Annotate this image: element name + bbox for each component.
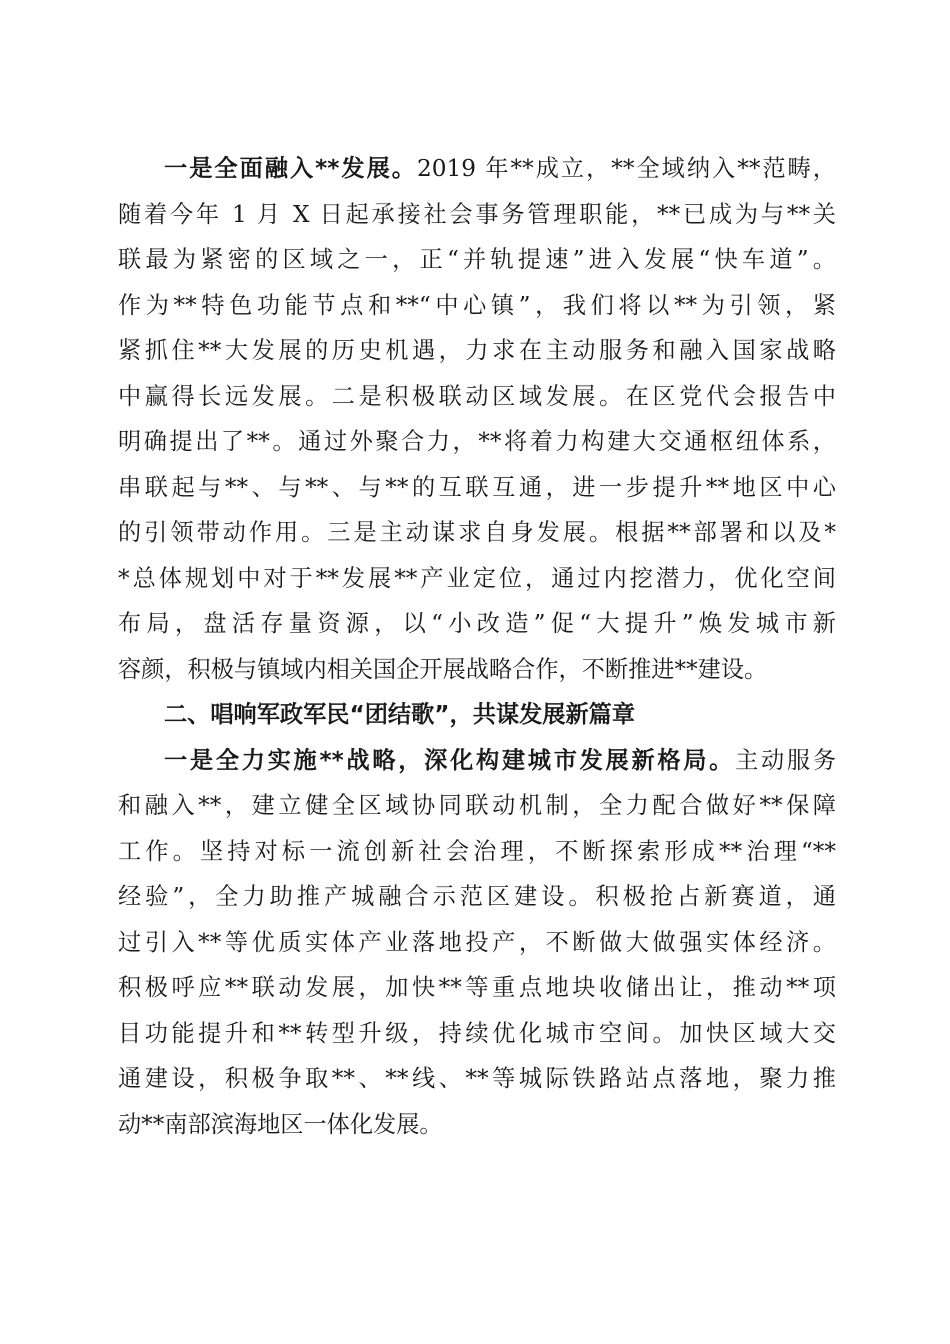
paragraph-2-line-1 (118, 738, 836, 784)
paragraph-2-line: 过引入**等优质实体产业落地投产，不断做大做强实体经济。 (118, 928, 836, 956)
section-heading-2: 二、唱响军政军民“团结歌”，共谋发展新篇章 (164, 701, 636, 728)
paragraph-1-line: 明确提出了**。通过外聚合力，**将着力构建大交通枢纽体系， (118, 428, 836, 455)
paragraph-2-line: 通建设，积极争取**、**线、**等城际铁路站点落地，聚力推 (118, 1065, 836, 1092)
paragraph-1-line: 作为**特色功能节点和**“中心镇”，我们将以**为引领，紧 (118, 291, 836, 319)
paragraph-1-line: 联最为紧密的区域之一，正“并轨提速”进入发展“快车道”。 (118, 246, 836, 273)
paragraph-2-line: 积极呼应**联动发展，加快**等重点地块收储出让，推动**项 (118, 974, 836, 1001)
document-page (118, 146, 836, 1147)
paragraph-2-line: 动**南部滨海地区一体化发展。 (118, 1110, 443, 1138)
paragraph-2-line-1-rest: 主动服务 (735, 746, 837, 774)
paragraph-1-lead: 一是全面融入**发展。 (164, 155, 417, 182)
paragraph-2-line: 和融入**，建立健全区域协同联动机制，全力配合做好**保障 (118, 792, 836, 819)
paragraph-1-line: 容颜，积极与镇域内相关国企开展战略合作，不断推进**建设。 (118, 655, 768, 683)
paragraph-1-line: 布局，盘活存量资源，以“小改造”促“大提升”焕发城市新 (118, 610, 836, 637)
paragraph-2-line: 经验”，全力助推产城融合示范区建设。积极抢占新赛道，通 (118, 883, 836, 910)
paragraph-1-line: *总体规划中对于**发展**产业定位，通过内挖潜力，优化空间 (118, 564, 836, 592)
paragraph-1-line: 紧抓住**大发展的历史机遇，力求在主动服务和融入国家战略 (118, 337, 836, 364)
paragraph-1-line: 串联起与**、与**、与**的互联互通，进一步提升**地区中心 (118, 473, 836, 501)
paragraph-1-line: 中赢得长远发展。二是积极联动区域发展。在区党代会报告中 (118, 382, 836, 410)
paragraph-1-line: 的引领带动作用。三是主动谋求自身发展。根据**部署和以及* (118, 519, 836, 546)
paragraph-2-lead: 一是全力实施**战略，深化构建城市发展新格局。 (164, 746, 736, 774)
paragraph-1-line-1-rest: 2019 年**成立，**全域纳入**范畴， (416, 155, 836, 182)
paragraph-1-line: 随着今年 1 月 X 日起承接社会事务管理职能，**已成为与**关 (118, 200, 836, 228)
paragraph-2-line: 工作。坚持对标一流创新社会治理，不断探索形成**治理“** (118, 837, 836, 865)
paragraph-2-line: 目功能提升和**转型升级，持续优化城市空间。加快区域大交 (118, 1019, 836, 1047)
paragraph-1-line-1 (118, 146, 836, 192)
